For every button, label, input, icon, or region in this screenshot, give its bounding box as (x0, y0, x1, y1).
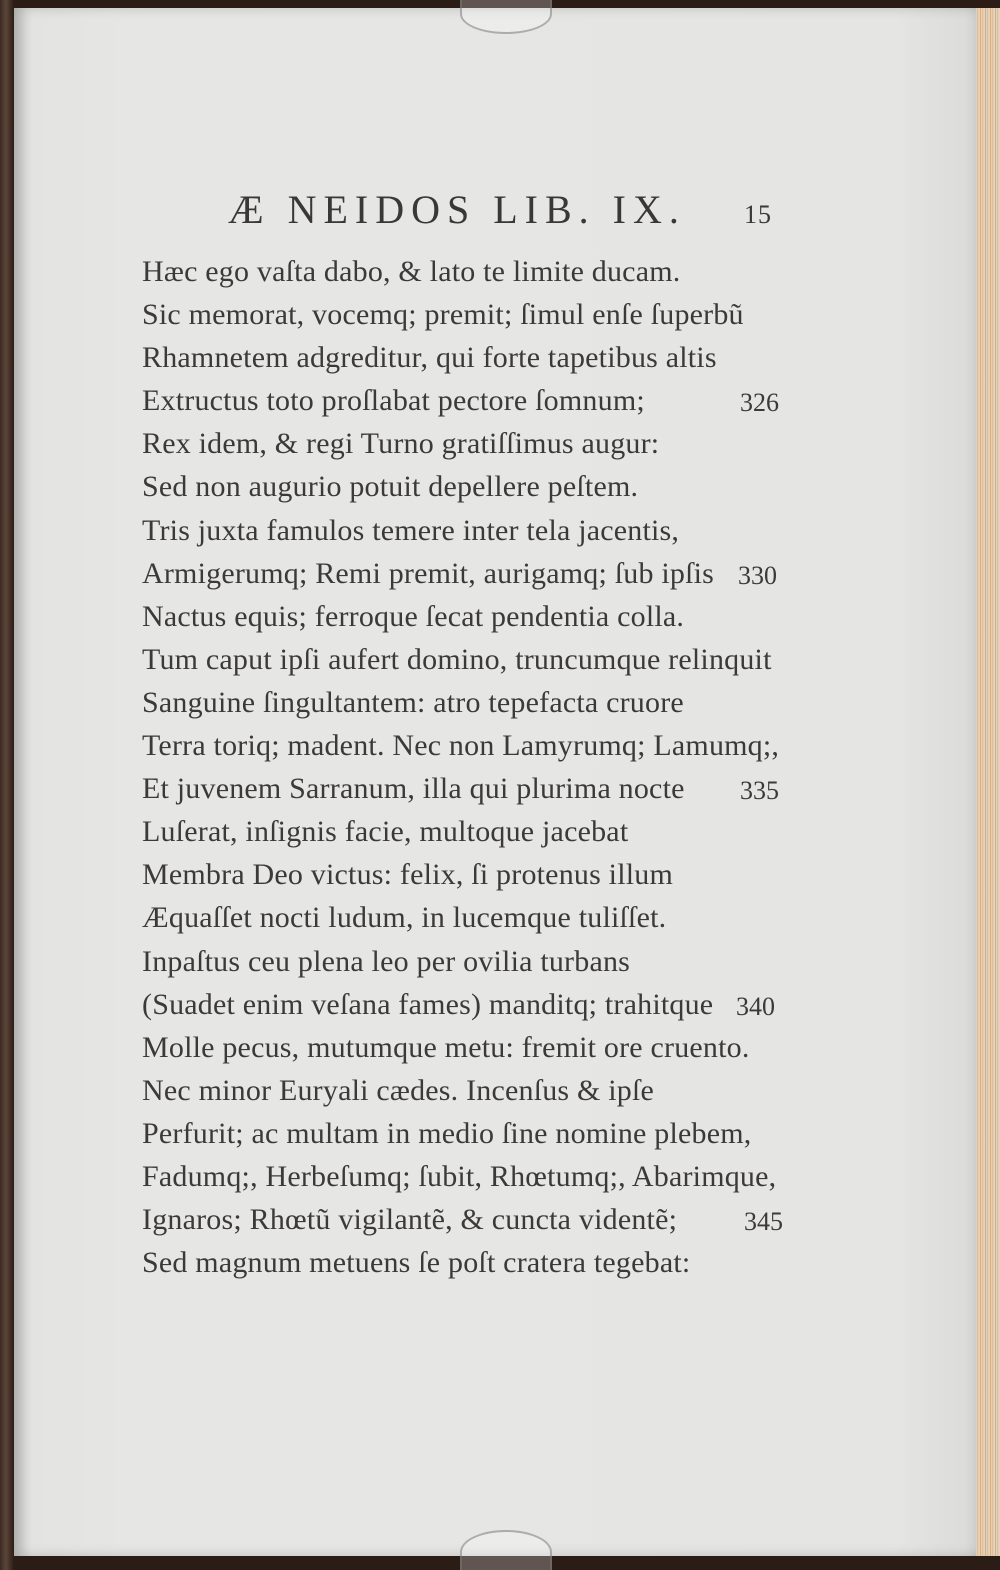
verse-line (142, 896, 812, 939)
verse-text: Ignaros; Rhœtũ vigilantẽ, & cuncta videntẽ; (142, 1203, 678, 1237)
verse-line (142, 853, 812, 896)
verse-line (142, 422, 812, 465)
verse-line (142, 1026, 812, 1069)
verse-line (142, 940, 812, 983)
verse-number: 340 (736, 991, 775, 1021)
verse-line (142, 1069, 812, 1112)
verse-text: Nec minor Euryali cædes. Incenſus & ipſe (142, 1073, 655, 1107)
verse-text: Rhamnetem adgreditur, qui forte tapetibus altis (142, 341, 717, 375)
verse-text: Terra toriq; madent. Nec non Lamyrumq; Lamumq;, (142, 729, 780, 763)
verse-text: Luſerat, inſignis facie, multoque jacebat (142, 815, 629, 849)
verse-text: Molle pecus, mutumque metu: fremit ore cruento. (142, 1030, 750, 1064)
verse-number: 345 (744, 1207, 783, 1237)
page-number: 15 (744, 200, 772, 229)
verse-text: Extructus toto proſlabat pectore ſomnum; (142, 384, 645, 418)
page-clip-bottom (460, 1530, 552, 1570)
verse-line (142, 1112, 812, 1155)
verse-number: 335 (740, 776, 779, 806)
verse-line (142, 724, 812, 767)
verse-block (142, 250, 812, 1284)
verse-line (142, 552, 812, 595)
verse-text: Sanguine ſingultantem: atro tepefacta cruore (142, 685, 684, 719)
verse-text: Fadumq;, Herbeſumq; ſubit, Rhœtumq;, Abarimque, (142, 1159, 777, 1193)
verse-text: Sed non augurio potuit depellere peſtem. (142, 470, 639, 504)
verse-text: Tum caput ipſi aufert domino, truncumque relinquit (142, 642, 772, 676)
verse-line (142, 810, 812, 853)
verse-line (142, 983, 812, 1026)
verse-text: Rex idem, & regi Turno gratiſſimus augur: (142, 427, 660, 461)
running-head: Æ NEIDOS LIB. IX. (228, 187, 686, 232)
verse-text: Et juvenem Sarranum, illa qui plurima nocte (142, 772, 685, 806)
verse-line (142, 638, 812, 681)
page-header (14, 186, 976, 246)
verse-text: Hæc ego vaſta dabo, & lato te limite ducam. (142, 255, 681, 288)
verse-line (142, 379, 812, 422)
verse-line (142, 336, 812, 379)
verse-text: (Suadet enim veſana fames) manditq; trahitque (142, 987, 714, 1021)
verse-line (142, 509, 812, 552)
page-edges (976, 8, 1000, 1556)
page-clip-top (460, 0, 552, 34)
verse-text: Æquaſſet nocti ludum, in lucemque tuliſſet. (142, 901, 667, 935)
verse-line (142, 595, 812, 638)
verse-text: Nactus equis; ferroque ſecat pendentia colla. (142, 599, 685, 633)
verse-text: Sic memorat, vocemq; premit; ſimul enſe ſuperbũ (142, 298, 744, 332)
verse-line (142, 250, 812, 293)
verse-text: Membra Deo victus: felix, ſi protenus illum (142, 858, 674, 892)
verse-number: 330 (738, 560, 777, 590)
verse-line (142, 1155, 812, 1198)
verse-line (142, 1241, 812, 1284)
verse-text: Sed magnum metuens ſe poſt cratera tegebat: (142, 1246, 691, 1280)
verse-line (142, 465, 812, 508)
verse-text: Armigerumq; Remi premit, aurigamq; ſub ipſis (142, 556, 715, 590)
verse-line (142, 293, 812, 336)
verse-line (142, 1198, 812, 1241)
verse-number: 326 (740, 388, 779, 418)
verse-text: Tris juxta famulos temere inter tela jacentis, (142, 513, 680, 547)
book-page (14, 8, 976, 1556)
verse-text: Perfurit; ac multam in medio ſine nomine plebem, (142, 1116, 752, 1150)
verse-line (142, 767, 812, 810)
verse-line (142, 681, 812, 724)
verse-text: Inpaſtus ceu plena leo per ovilia turbans (142, 944, 631, 978)
